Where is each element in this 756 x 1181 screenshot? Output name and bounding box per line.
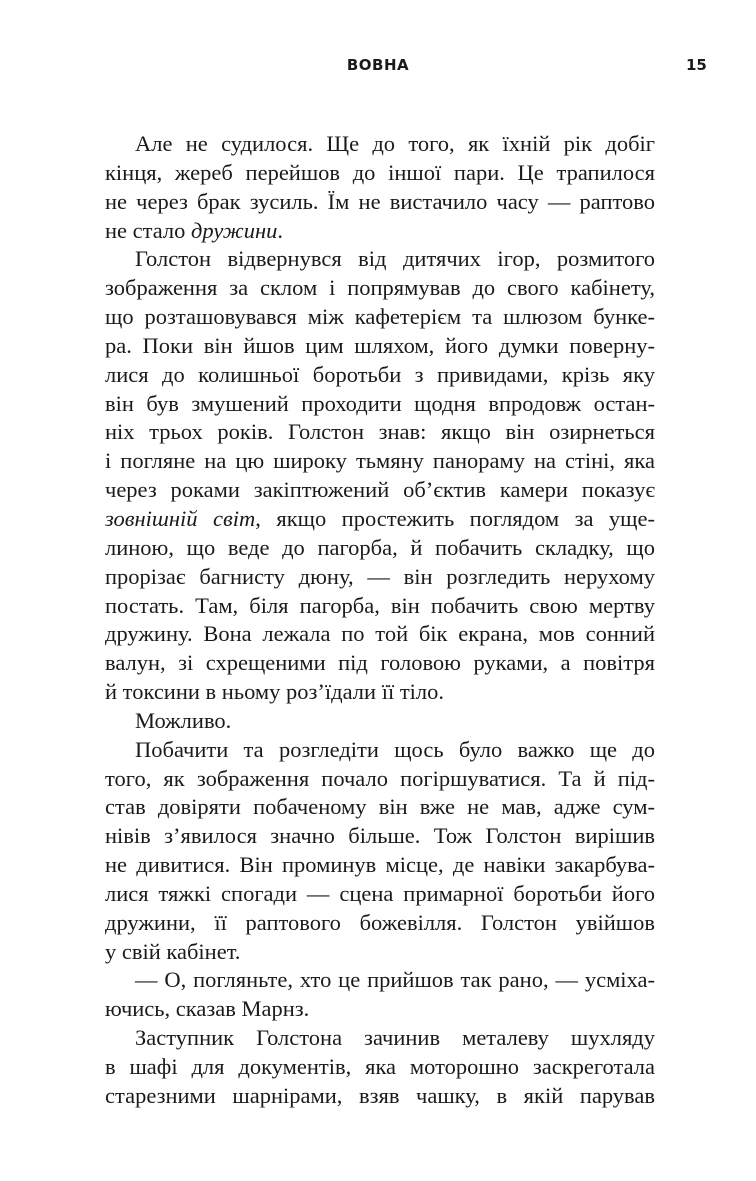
text-segment: й токсини в ньому роз’їдали її тіло. — [105, 679, 445, 705]
text-line — [105, 822, 655, 851]
text-line — [105, 188, 655, 217]
paragraph — [105, 707, 655, 736]
text-line — [105, 1082, 655, 1111]
text-segment: старезними шарнірами, взяв чашку, в якій парував — [105, 1082, 655, 1108]
text-segment: зображення за склом і попрямував до свого кабінету, — [105, 275, 655, 301]
text-segment: того, як зображення почало погіршуватися. Та й під- — [105, 765, 655, 791]
italic-text: зовнішній світ — [105, 505, 256, 531]
text-segment: Побачити та розгледіти щось було важко ще до — [135, 736, 655, 762]
text-segment: не дивитися. Він проминув місце, де навіки закарбува- — [105, 852, 655, 878]
text-line — [105, 851, 655, 880]
text-segment: ра. Поки він йшов цим шляхом, його думки поверну- — [105, 332, 655, 358]
text-segment: — О, погляньте, хто це прийшов так рано, — усміха- — [135, 967, 655, 993]
text-line — [105, 707, 655, 736]
page-number: 15 — [686, 56, 707, 74]
text-segment: нівів з’явилося значно більше. Тож Голстон вирішив — [105, 823, 655, 849]
text-line — [105, 966, 655, 995]
text-segment: лися тяжкі спогади — сцена примарної боротьби його — [105, 880, 655, 906]
italic-text: дружини — [191, 217, 278, 243]
text-segment: дружину. Вона лежала по той бік екрана, мов сонний — [105, 621, 655, 647]
text-line — [105, 995, 655, 1024]
text-line — [105, 736, 655, 765]
text-segment: і погляне на цю широку тьмяну панораму на стіні, яка — [105, 448, 655, 474]
text-line — [105, 332, 655, 361]
body-text — [105, 130, 655, 1111]
text-line — [105, 938, 655, 967]
text-segment: лися до колишньої боротьби з привидами, крізь яку — [105, 361, 655, 387]
text-segment: Заступник Голстона зачинив металеву шухляду — [135, 1025, 655, 1051]
text-segment: не через брак зусиль. Їм не вистачило часу — раптово — [105, 188, 655, 214]
text-segment: Але не судилося. Ще до того, як їхній рік добіг — [135, 131, 655, 156]
text-line — [105, 361, 655, 390]
text-line — [105, 418, 655, 447]
text-line — [105, 274, 655, 303]
text-segment: дружини, її раптового божевілля. Голстон увійшов — [105, 909, 655, 935]
text-segment: валун, зі схрещеними під головою руками, а повітря — [105, 650, 655, 676]
text-segment: у свій кабінет. — [105, 938, 241, 964]
running-head: ВОВНА — [346, 56, 410, 74]
text-segment: Голстон відвернувся від дитячих ігор, розмитого — [135, 246, 655, 272]
text-line — [105, 592, 655, 621]
text-segment: ючись, сказав Марнз. — [105, 996, 310, 1022]
text-line — [105, 447, 655, 476]
text-segment: він був змушений проходити щодня впродовж остан- — [105, 390, 655, 416]
paragraph — [105, 736, 655, 967]
text-line — [105, 217, 655, 246]
text-line — [105, 505, 655, 534]
text-line — [105, 620, 655, 649]
text-line — [105, 159, 655, 188]
text-line — [105, 1053, 655, 1082]
text-segment: постать. Там, біля пагорба, він побачить свою мертву — [105, 592, 655, 618]
text-line — [105, 303, 655, 332]
text-line — [105, 245, 655, 274]
paragraph — [105, 966, 655, 1024]
text-line — [105, 880, 655, 909]
paragraph — [105, 1024, 655, 1111]
paragraph — [105, 245, 655, 707]
text-segment: ніх трьох років. Голстон знав: якщо він озирнеться — [105, 419, 655, 445]
text-segment: , якщо простежить поглядом за уще- — [255, 505, 655, 531]
text-segment: через роками закіптюжений об’єктив камери показує — [105, 477, 655, 503]
text-segment: що розташовувався між кафетерієм та шлюзом бунке- — [105, 304, 655, 330]
text-line — [105, 534, 655, 563]
paragraph — [105, 130, 655, 245]
text-line — [105, 563, 655, 592]
text-segment: Можливо. — [135, 707, 232, 733]
text-segment: . — [277, 217, 284, 243]
text-line — [105, 909, 655, 938]
text-line — [105, 678, 655, 707]
text-line — [105, 476, 655, 505]
text-line — [105, 130, 655, 159]
text-line — [105, 1024, 655, 1053]
text-line — [105, 390, 655, 419]
text-segment: кінця, жереб перейшов до іншої пари. Це трапилося — [105, 159, 655, 185]
text-line — [105, 649, 655, 678]
text-line — [105, 765, 655, 794]
text-segment: не стало — [105, 217, 192, 243]
text-segment: в шафі для документів, яка моторошно заскреготала — [105, 1054, 655, 1079]
text-segment: став довіряти побаченому він вже не мав, адже сум- — [105, 794, 655, 820]
text-segment: линою, що веде до пагорба, й побачить складку, що — [105, 534, 655, 560]
text-line — [105, 793, 655, 822]
text-segment: прорізає багнисту дюну, — він розгледить нерухому — [105, 563, 655, 589]
